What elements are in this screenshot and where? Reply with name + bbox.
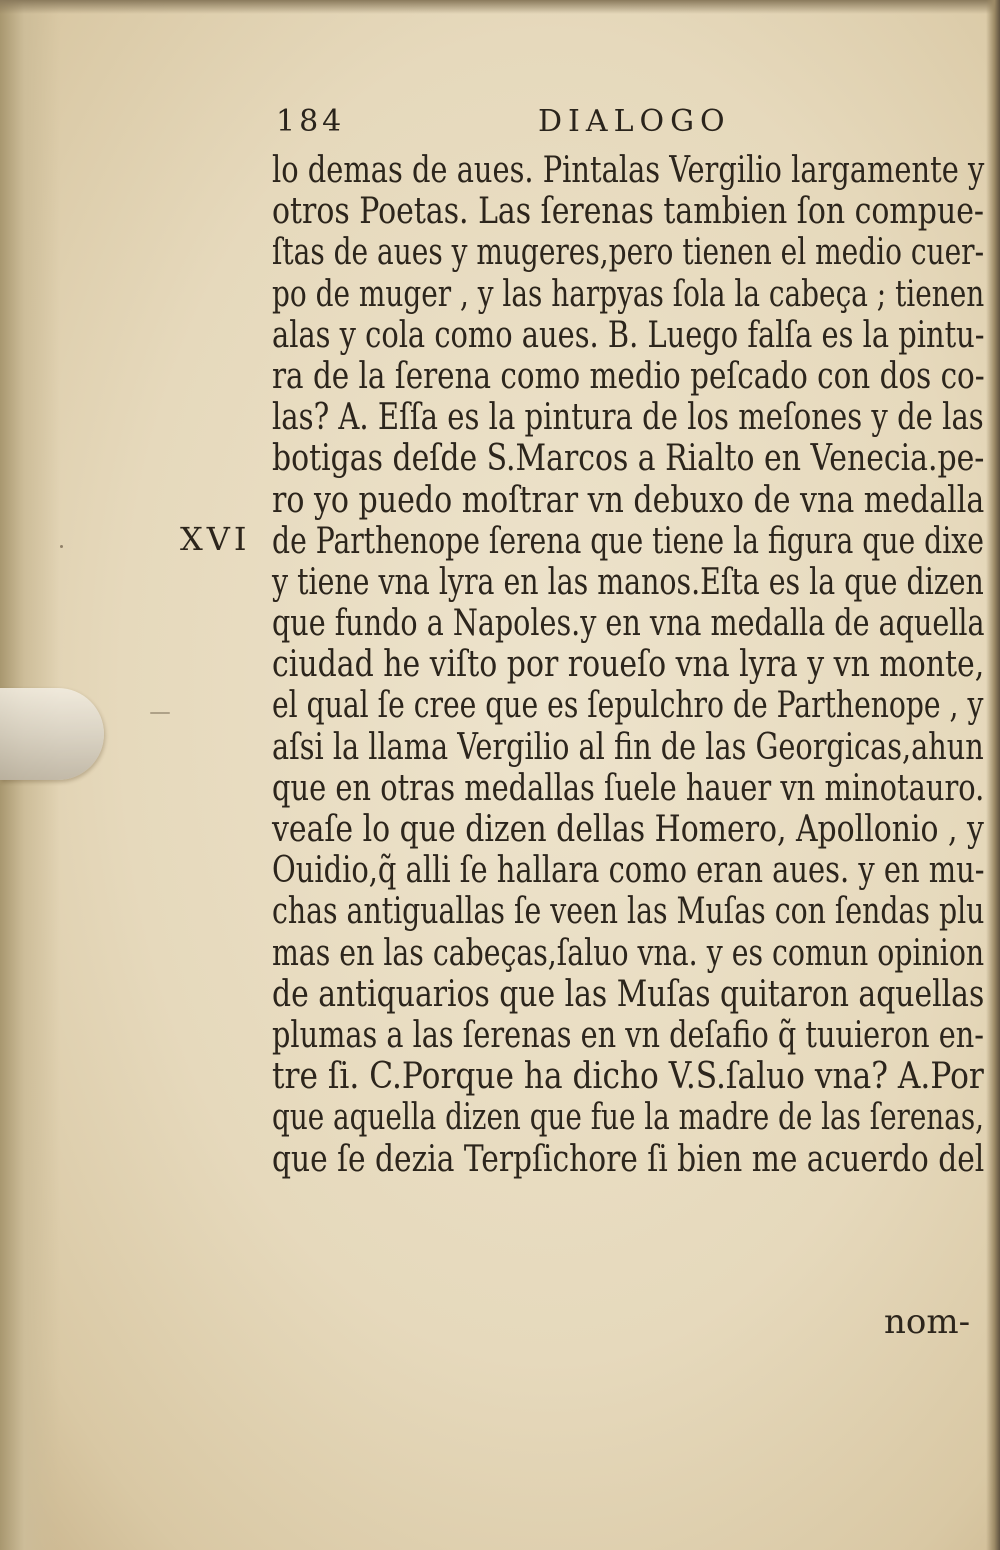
top-edge — [0, 0, 1000, 14]
text-line: po de muger , y las harpyas ſola la cabeça ; tienen — [272, 273, 985, 315]
catchword: nom- — [884, 1302, 971, 1342]
text-line: las? A. Eſſa es la pintura de los meſones y de las — [272, 397, 984, 439]
running-title: DIALOGO — [538, 104, 731, 139]
text-line: el qual ſe cree que es ſepulchro de Parthenope , y — [272, 685, 984, 727]
text-line: aſsi la llama Vergilio al fin de las Georgicas,ahun — [272, 726, 984, 768]
text-line: plumas a las ſerenas en vn deſafio q̃ tuuieron en- — [272, 1014, 985, 1056]
text-line: mas en las cabeças,ſaluo vna. y es comun opinion — [272, 932, 985, 974]
text-line: alas y cola como aues. B. Luego falſa es la pintu- — [272, 314, 985, 356]
text-line: botigas deſde S.Marcos a Rialto en Venecia.pe- — [272, 438, 985, 480]
page-number: 184 — [276, 104, 346, 139]
paper-speck — [60, 545, 63, 548]
text-line: y tiene vna lyra en las manos.Eſta es la que dizen — [272, 561, 984, 603]
text-line: de Parthenope ſerena que tiene la figura que dixe — [272, 520, 984, 562]
text-line: ro yo puedo moſtrar vn debuxo de vna medalla — [272, 479, 985, 521]
text-line: lo demas de aues. Pintalas Vergilio largamente y — [272, 150, 985, 191]
text-line: ra de la ſerena como medio peſcado con dos co- — [272, 355, 985, 397]
paper-speck — [150, 712, 170, 714]
text-line: Ouidio,q̃ alli ſe hallara como eran aues. y en mu- — [272, 850, 985, 892]
text-line: ciudad he viſto por roueſo vna lyra y vn monte, — [272, 644, 985, 686]
text-line: que fundo a Napoles.y en vna medalla de aquella — [272, 603, 985, 645]
binding-clip — [0, 688, 104, 780]
text-line: ſtas de aues y mugeres,pero tienen el medio cuer- — [272, 232, 985, 274]
text-line: tre ſi. C.Porque ha dicho V.S.ſaluo vna? A.Por — [272, 1056, 984, 1098]
text-line: que en otras medallas ſuele hauer vn minotauro. — [272, 767, 985, 809]
text-line: chas antiguallas ſe veen las Muſas con ſendas plu — [272, 891, 985, 933]
text-line: otros Poetas. Las ſerenas tambien ſon compue- — [272, 191, 985, 233]
text-line: de antiquarios que las Muſas quitaron aquellas — [272, 973, 985, 1015]
margin-note: XVI — [180, 520, 251, 558]
running-head — [276, 104, 976, 148]
text-line: que aquella dizen que fue la madre de las ſerenas, — [272, 1097, 984, 1139]
text-line: que ſe dezia Terpſichore ſi bien me acuerdo del — [272, 1138, 985, 1180]
body-text — [272, 150, 992, 1180]
text-line: veaſe lo que dizen dellas Homero, Apollonio , y — [272, 809, 984, 850]
